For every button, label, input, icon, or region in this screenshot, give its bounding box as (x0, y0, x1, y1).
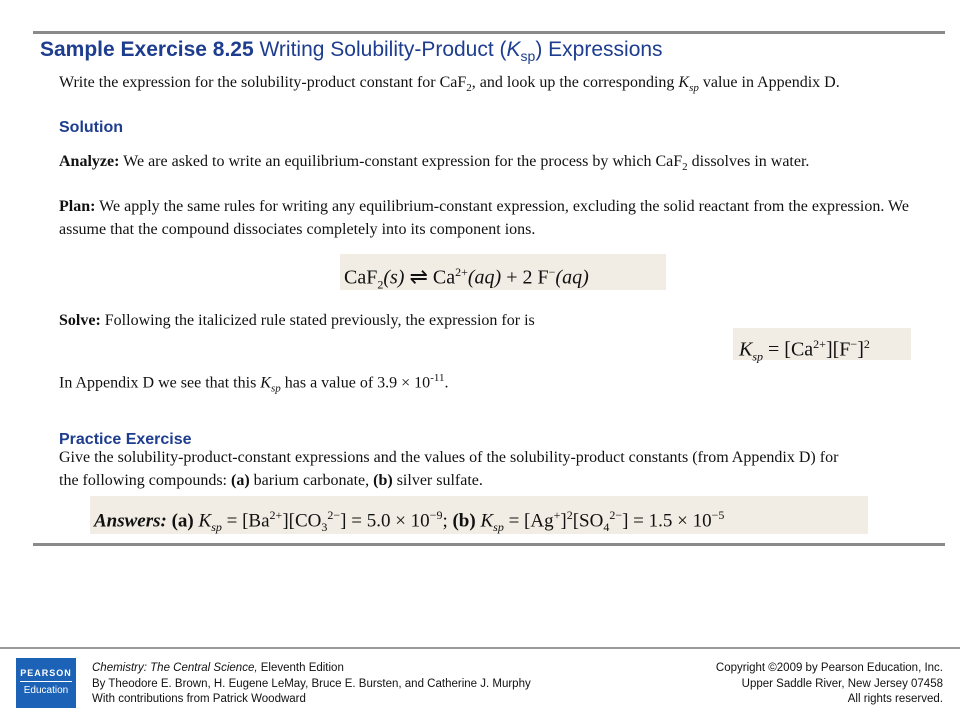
answers-equation: Answers: (a) $K_{sp} = [Ba^{2+}][CO_3^{2-}] = 5.0 \times 10^{-9}$; (b) $K_{sp} = [Ag^+]^2[SO_4^{2-}] = 1.5 \times 10^{-5}$ (90, 496, 868, 534)
equilibrium-arrow-icon: ⇌ (409, 263, 428, 289)
solve-paragraph: Solve: Following the italicized rule stated previously, the expression for is (59, 312, 535, 329)
problem-statement: Write the expression for the solubility-product constant for CaF$_2$, and look up the corresponding $K_{sp}$ value in Appendix D. (59, 74, 840, 95)
copyright-notice: Copyright ©2009 by Pearson Education, Inc. Upper Saddle River, New Jersey 07458 All rights reserved. (715, 662, 943, 705)
appendix-value: In Appendix D we see that this $K_{sp}$ has a value of $3.9 \times 10^{-11}$. (59, 372, 449, 395)
dissolution-equation: CaF$_2$(s) ⇌ $Ca^{2+}(aq) + 2$ F−(aq) (340, 254, 666, 290)
practice-heading: Practice Exercise (59, 431, 192, 448)
analyze-paragraph: Analyze: We are asked to write an equilibrium-constant expression for the process by which CaF$_2$ dissolves in water. (59, 153, 810, 174)
solution-heading: Solution (59, 119, 123, 136)
pearson-logo: PEARSON Education (16, 658, 76, 708)
practice-paragraph: Give the solubility-product-constant expressions and the values of the solubility-product constants (from Appendix D) for the following compounds: (a) barium carbonate, (b) silver sulfate. (59, 449, 839, 489)
book-credits: Chemistry: The Central Science, Eleventh Edition By Theodore E. Brown, H. Eugene LeMay, Bruce E. Bursten, and Catherine J. Murphy With contributions from Patrick Woodward (92, 662, 531, 705)
bottom-divider (33, 543, 945, 546)
top-divider (33, 31, 945, 34)
plan-paragraph: Plan: We apply the same rules for writing any equilibrium-constant expression, excluding the solid reactant from the expression. We assume that the compound dissociates completely into its component ions. (59, 198, 909, 238)
footer-divider (0, 647, 960, 649)
page-title: Sample Exercise 8.25 Writing Solubility-Product $(K_{sp})$ Expressions (40, 38, 663, 65)
ksp-expression: $K_{sp} = [Ca^{2+}][F^-]^2$ (733, 328, 911, 360)
